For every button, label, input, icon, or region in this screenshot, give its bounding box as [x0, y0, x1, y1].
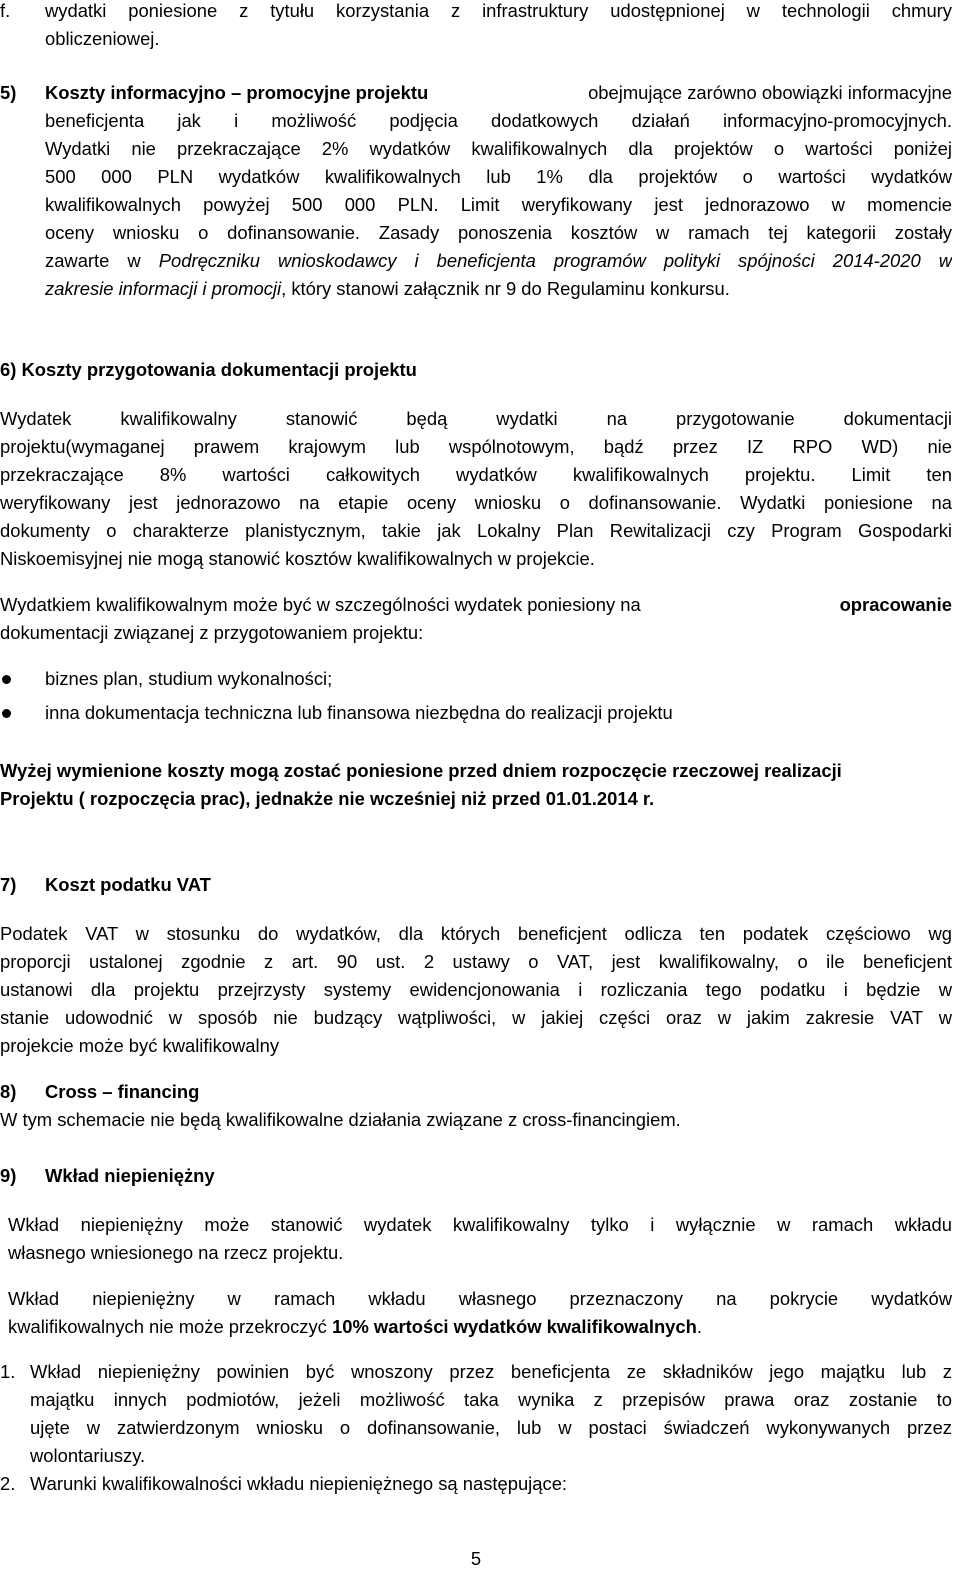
section-6-line: weryfikowany jest jednorazowo na etapie oceny wniosku o dofinansowanie. Wydatki poniesione na — [0, 492, 952, 513]
bullet-item: biznes plan, studium wykonalności; — [45, 668, 333, 689]
section-7-line: stanie udowodnić w sposób nie budzący wątpliwości, w jakiej części oraz w jakim zakresie VAT w — [0, 1007, 952, 1028]
section-6-line: Niskoemisyjnej nie mogą stanowić kosztów kwalifikowalnych w projekcie. — [0, 548, 595, 569]
section-6-p2-line: dokumentacji związanej z przygotowaniem projektu: — [0, 622, 424, 643]
section-5-line: beneficjenta jak i możliwość podjęcia dodatkowych działań informacyjno-promocyjnych. — [45, 110, 952, 131]
list-item-f-line: obliczeniowej. — [45, 28, 160, 49]
numbered-item-line: ujęte w zatwierdzonym wniosku o dofinansowanie, lub w postaci świadczeń wykonywanych przez — [30, 1417, 952, 1438]
section-9-text: . — [696, 1316, 703, 1337]
numbered-item-line: majątku innych podmiotów, jeżeli możliwość taka wynika z przepisów prawa oraz zostanie to — [30, 1389, 952, 1410]
section-5-text: zawarte w — [45, 250, 159, 271]
section-5-number: 5) — [0, 82, 17, 103]
section-9-line: Wkład niepieniężny może stanowić wydatek kwalifikowalny tylko i wyłącznie w ramach wkładu — [8, 1214, 952, 1235]
section-5-line: Wydatki nie przekraczające 2% wydatków kwalifikowalnych dla projektów o wartości poniżej — [45, 138, 952, 159]
handbook-title: Podręczniku wnioskodawcy i beneficjenta programów polityki spójności 2014-2020 w — [158, 250, 952, 271]
numbered-item-label: 2. — [0, 1473, 16, 1494]
bullet-icon — [2, 675, 11, 684]
section-5-line: kwalifikowalnych powyżej 500 000 PLN. Limit weryfikowany jest jednorazowo w momencie — [45, 194, 952, 215]
numbered-item-line: wolontariuszy. — [30, 1445, 146, 1466]
section-7-number: 7) — [0, 874, 17, 895]
section-6-text: Wydatkiem kwalifikowalnym może być w szczególności wydatek poniesiony na — [0, 594, 641, 615]
section-6-line: dokumenty o charakterze planistycznym, takie jak Lokalny Plan Rewitalizacji czy Program Gospodarki — [0, 520, 952, 541]
section-9-line: własnego wniesionego na rzecz projektu. — [8, 1242, 344, 1263]
section-6-line: projektu(wymaganej prawem krajowym lub wspólnotowym, bądź przez IZ RPO WD) nie — [0, 436, 952, 457]
section-7-line: projekcie może być kwalifikowalny — [0, 1035, 280, 1056]
section-6-bold-word: opracowanie — [839, 594, 952, 615]
section-5-heading: Koszty informacyjno – promocyjne projektu — [45, 82, 429, 103]
section-6-line: Wydatek kwalifikowalny stanowić będą wydatki na przygotowanie dokumentacji — [0, 408, 952, 429]
section-6-p2-line — [0, 591, 952, 619]
section-5-line — [45, 275, 960, 303]
numbered-item-line: Warunki kwalifikowalności wkładu niepieniężnego są następujące: — [30, 1473, 568, 1494]
list-label-f: f. — [0, 0, 11, 21]
section-6-line: przekraczające 8% wartości całkowitych wydatków kwalifikowalnych projektu. Limit ten — [0, 464, 952, 485]
section-7-line: proporcji ustalonej zgodnie z art. 90 ust. 2 ustawy o VAT, jest kwalifikowalny, o ile beneficjent — [0, 951, 952, 972]
section-9-text: kwalifikowalnych nie może przekroczyć — [8, 1316, 332, 1337]
section-8-number: 8) — [0, 1081, 17, 1102]
section-9-number: 9) — [0, 1165, 17, 1186]
section-7-line: Podatek VAT w stosunku do wydatków, dla których beneficjent odlicza ten podatek częściowo wg — [0, 923, 952, 944]
bold-notice-line: Projektu ( rozpoczęcia prac), jednakże nie wcześniej niż przed 01.01.2014 r. — [0, 788, 655, 809]
numbered-item-label: 1. — [0, 1361, 16, 1382]
bold-notice-line: Wyżej wymienione koszty mogą zostać poniesione przed dniem rozpoczęcie rzeczowej realizacji — [0, 760, 842, 781]
section-8-line: W tym schemacie nie będą kwalifikowalne działania związane z cross-financingiem. — [0, 1109, 681, 1130]
bullet-item: inna dokumentacja techniczna lub finansowa niezbędna do realizacji projektu — [45, 702, 673, 723]
section-5-first-line — [45, 79, 952, 107]
numbered-item-line: Wkład niepieniężny powinien być wnoszony przez beneficjenta ze składników jego majątku lub z — [30, 1361, 952, 1382]
section-5-line: oceny wniosku o dofinansowanie. Zasady ponoszenia kosztów w ramach tej kategorii zostały — [45, 222, 952, 243]
section-6-heading: 6) Koszty przygotowania dokumentacji projektu — [0, 359, 417, 380]
section-7-line: ustanowi dla projektu przejrzysty systemy ewidencjonowania i rozliczania tego podatku i będzie w — [0, 979, 952, 1000]
section-5-text: , który stanowi załącznik nr 9 do Regulaminu konkursu. — [281, 278, 730, 299]
section-8-heading: Cross – financing — [45, 1081, 200, 1102]
section-9-heading: Wkład niepieniężny — [45, 1165, 215, 1186]
page-number: 5 — [470, 1548, 482, 1569]
section-5-text: obejmujące zarówno obowiązki informacyjne — [588, 82, 952, 103]
section-9-line: Wkład niepieniężny w ramach wkładu własnego przeznaczony na pokrycie wydatków — [8, 1288, 952, 1309]
section-9-line — [8, 1313, 960, 1341]
section-9-bold-text: 10% wartości wydatków kwalifikowalnych — [332, 1316, 697, 1337]
section-5-line: 500 000 PLN wydatków kwalifikowalnych lub 1% dla projektów o wartości wydatków — [45, 166, 952, 187]
section-5-line — [45, 247, 952, 275]
section-7-heading: Koszt podatku VAT — [45, 874, 211, 895]
bullet-icon — [2, 709, 11, 718]
handbook-title-cont: zakresie informacji i promocji — [45, 278, 282, 299]
list-item-f-line: wydatki poniesione z tytułu korzystania z infrastruktury udostępnionej w technologii chmury — [45, 0, 952, 21]
